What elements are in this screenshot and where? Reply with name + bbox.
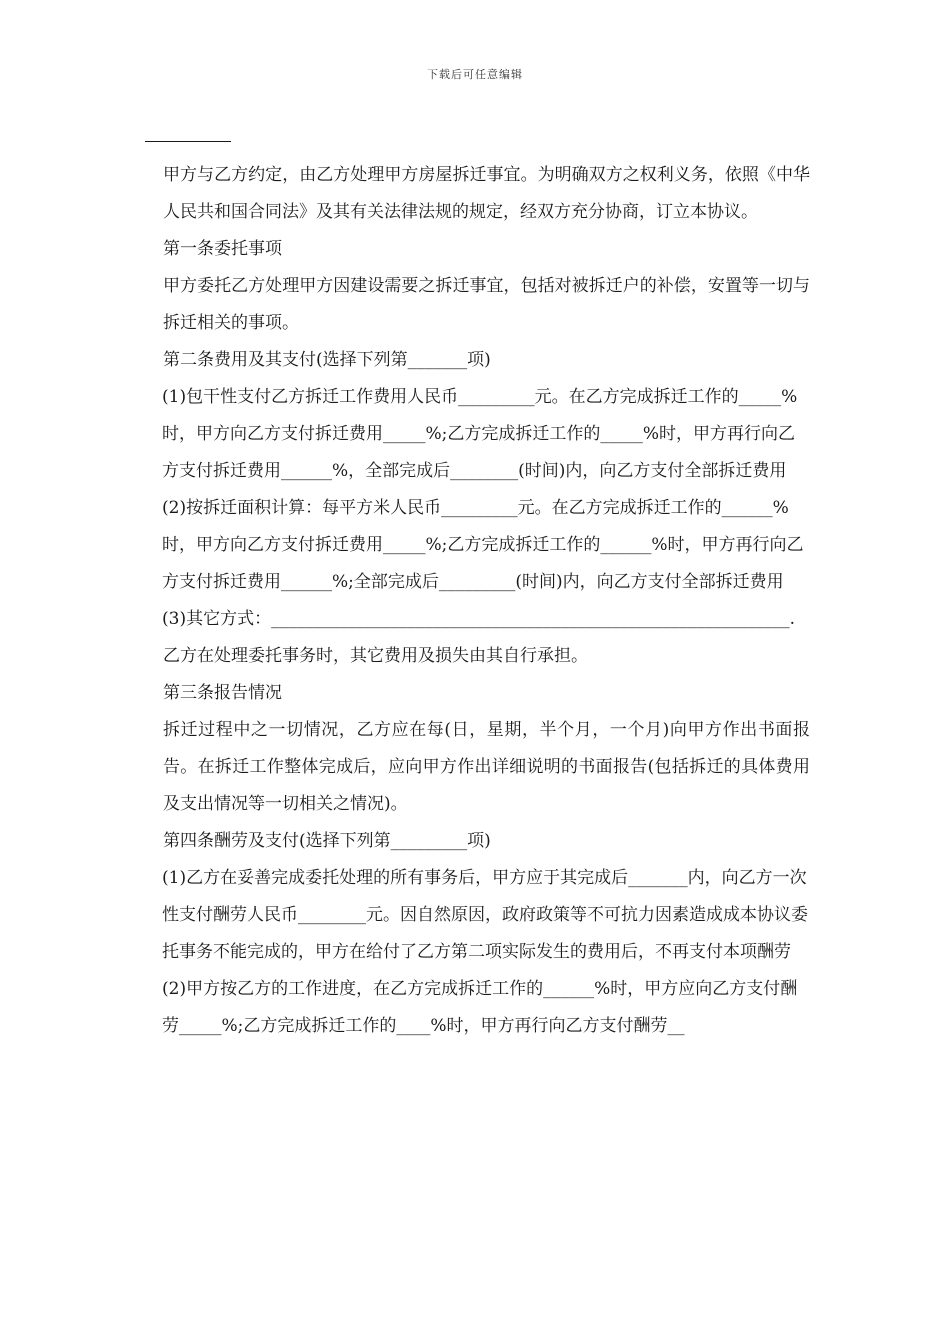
article-4-option-1: (1)乙方在妥善完成委托处理的所有事务后，甲方应于其完成后_______内，向乙方一次性支付酬劳人民币________元。因自然原因，政府政策等不可抗力因素造成成本协议委托事务不能完成的，甲方在给付了乙方第二项实际发生的费用后，不再支付本项酬劳 — [162, 868, 808, 962]
article-4-heading: 第四条酬劳及支付(选择下列第_________项) — [163, 831, 491, 851]
article-1-content: 甲方委托乙方处理甲方因建设需要之拆迁事宜，包括对被拆迁户的补偿，安置等一切与拆迁相关的事项。 — [163, 276, 810, 333]
page-header-note: 下载后可任意编辑 — [427, 68, 523, 81]
article-4-option-2: (2)甲方按乙方的工作进度，在乙方完成拆迁工作的______%时，甲方应向乙方支付酬劳_____%;乙方完成拆迁工作的____%时，甲方再行向乙方支付酬劳__ — [162, 979, 798, 1036]
article-2-option-1: (1)包干性支付乙方拆迁工作费用人民币_________元。在乙方完成拆迁工作的_____%时，甲方向乙方支付拆迁费用_____%;乙方完成拆迁工作的_____%时，甲方再行向乙方支付拆迁费用______%，全部完成后________(时间)内，向乙方支付全部拆迁费用 — [162, 387, 798, 481]
party-name-blank-line — [145, 120, 810, 157]
document-body — [145, 120, 810, 1045]
article-2-heading: 第二条费用及其支付(选择下列第_______项) — [163, 350, 491, 370]
article-1-heading: 第一条委托事项 — [163, 239, 282, 259]
article-3-heading: 第三条报告情况 — [163, 683, 282, 703]
article-3-content: 拆迁过程中之一切情况，乙方应在每(日，星期，半个月，一个月)向甲方作出书面报告。在拆迁工作整体完成后，应向甲方作出详细说明的书面报告(包括拆迁的具体费用及支出情况等一切相关之情况)。 — [163, 720, 810, 814]
article-2-option-3: (3)其它方式：_____________________________________________________________. — [162, 609, 795, 629]
article-2-option-2: (2)按拆迁面积计算：每平方米人民币_________元。在乙方完成拆迁工作的______%时，甲方向乙方支付拆迁费用_____%;乙方完成拆迁工作的______%时，甲方再行向乙方支付拆迁费用______%;全部完成后_________(时间)内，向乙方支付全部拆迁费用 — [162, 498, 804, 592]
preamble-paragraph: 甲方与乙方约定，由乙方处理甲方房屋拆迁事宜。为明确双方之权利义务，依照《中华人民共和国合同法》及其有关法律法规的规定，经双方充分协商，订立本协议。 — [163, 165, 810, 222]
article-2-other-costs: 乙方在处理委托事务时，其它费用及损失由其自行承担。 — [163, 646, 588, 666]
